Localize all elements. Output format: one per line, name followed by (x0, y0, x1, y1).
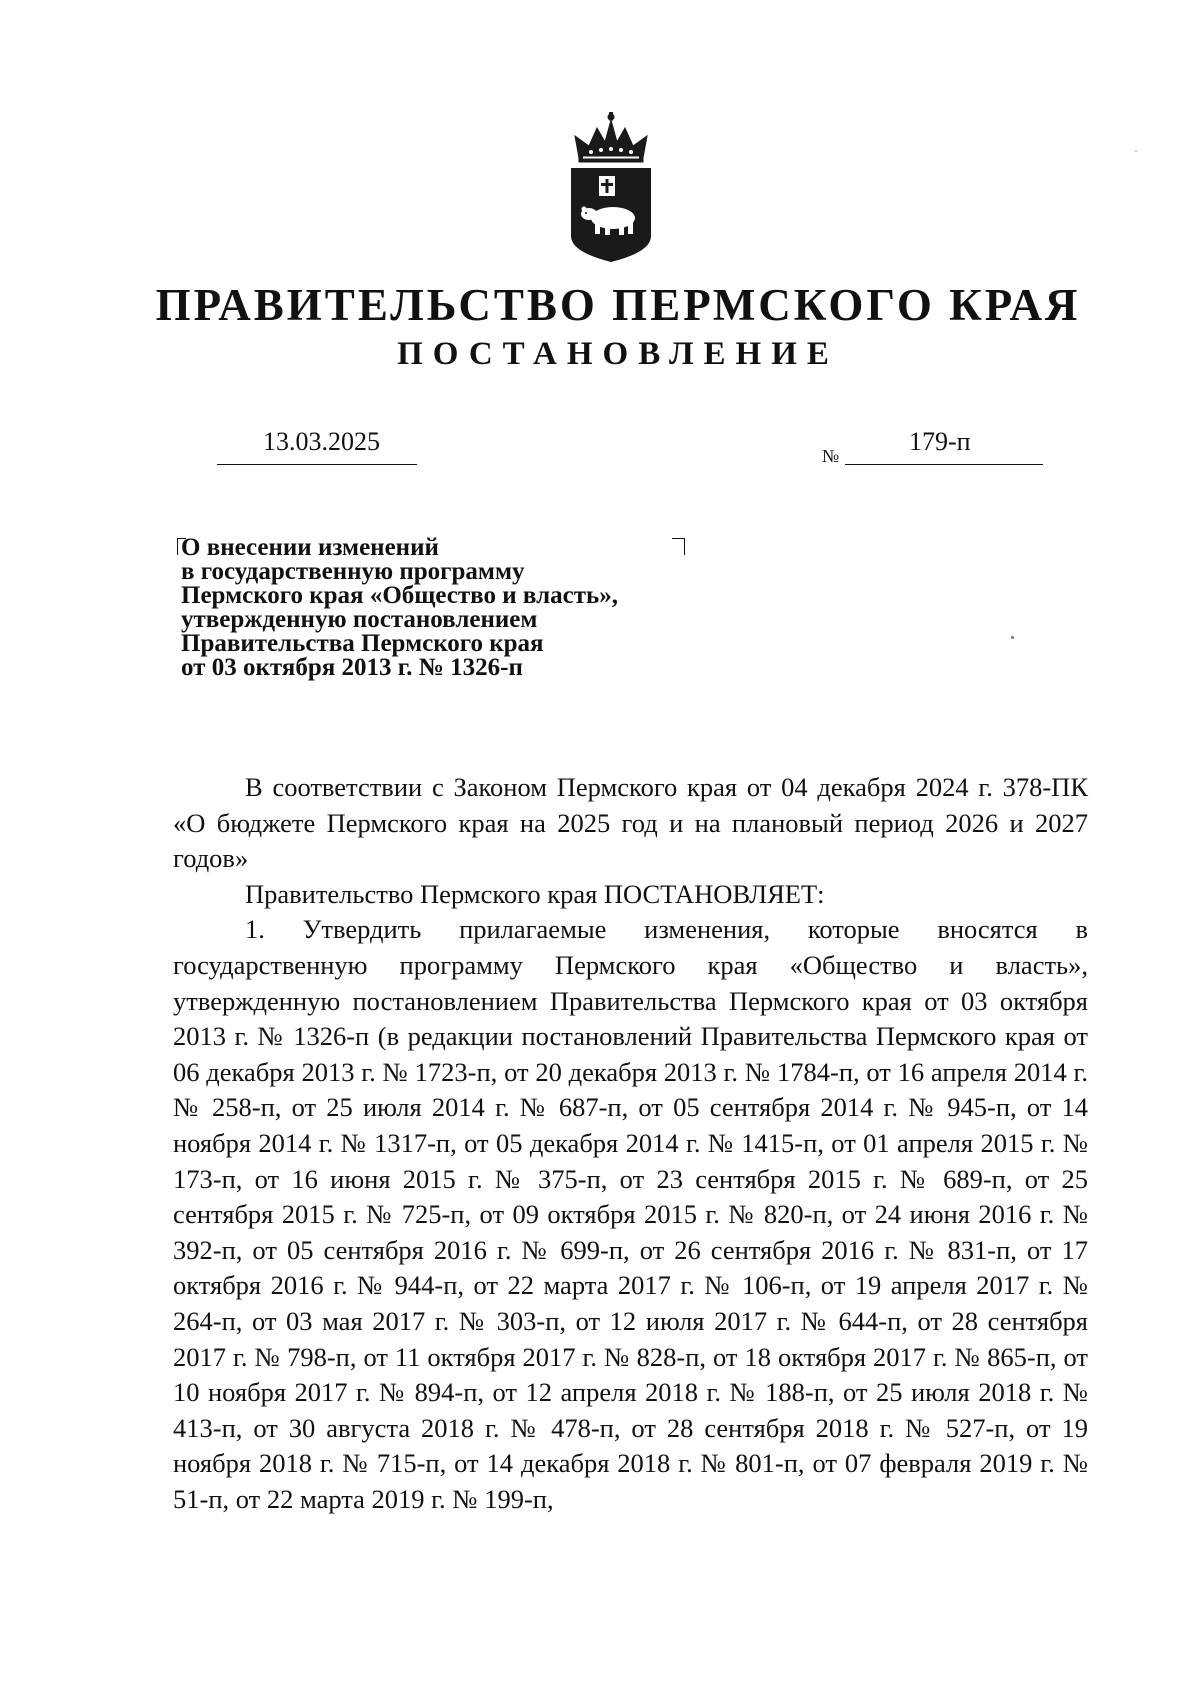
government-title: ПРАВИТЕЛЬСТВО ПЕРМСКОГО КРАЯ (155, 280, 1081, 330)
number-field (845, 424, 1043, 465)
document-date: 13.03.2025 (263, 427, 380, 456)
coat-of-arms-icon (561, 112, 661, 264)
subject-line: О внесении изменений (181, 534, 439, 561)
document-body (173, 770, 1088, 1517)
document-subject (181, 536, 701, 680)
subject-line: от 03 октября 2013 г. № 1326-п (181, 654, 523, 681)
body-paragraph-decree: Правительство Пермского края ПОСТАНОВЛЯЕТ: (245, 878, 825, 909)
date-field (217, 424, 417, 465)
subject-line: в государственную программу (181, 558, 525, 585)
subject-line: Пермского края «Общество и власть», (181, 582, 618, 609)
body-paragraph-preamble: В соответствии с Законом Пермского края от 04 декабря 2024 г. 378-ПК «О бюджете Пермского края на 2025 год и на плановый период 2026 и 2027 годов» (173, 772, 1088, 874)
subject-line: Правительства Пермского края (181, 630, 544, 657)
subject-line: утвержденную постановлением (181, 606, 538, 633)
body-paragraph-item-1: 1. Утвердить прилагаемые изменения, которые вносятся в государственную программу Пермского края «Общество и власть», утвержденную постановлением Правительства Пермского края от 03 октября 2013 г. № 1326-п (в редакции постановлений Правительства Пермского края от 06 декабря 2013 г. № 1723-п, от 20 декабря 2013 г. № 1784-п, от 16 апреля 2014 г. № 258-п, от 25 июля 2014 г. № 687-п, от 05 сентября 2014 г. № 945-п, от 14 ноября 2014 г. № 1317-п, от 05 декабря 2014 г. № 1415-п, от 01 апреля 2015 г. № 173-п, от 16 июня 2015 г. № 375-п, от 23 сентября 2015 г. № 689-п, от 25 сентября 2015 г. № 725-п, от 09 октября 2015 г. № 820-п, от 24 июня 2016 г. № 392-п, от 05 сентября 2016 г. № 699-п, от 26 сентября 2016 г. № 831-п, от 17 октября 2016 г. № 944-п, от 22 марта 2017 г. № 106-п, от 19 апреля 2017 г. № 264-п, от 03 мая 2017 г. № 303-п, от 12 июля 2017 г. № 644-п, от 28 сентября 2017 г. № 798-п, от 11 октября 2017 г. № 828-п, от 18 октября 2017 г. № 865-п, от 10 ноября 2017 г. № 894-п, от 12 апреля 2018 г. № 188-п, от 25 июля 2018 г. № 413-п, от 30 августа 2018 г. № 478-п, от 28 сентября 2018 г. № 527-п, от 19 ноября 2018 г. № 715-п, от 14 декабря 2018 г. № 801-п, от 07 февраля 2019 г. № 51-п, от 22 марта 2019 г. № 199-п, (173, 914, 1088, 1514)
document-number: 179-п (909, 427, 971, 456)
scan-speck (1135, 150, 1137, 152)
scan-speck (1011, 636, 1014, 639)
number-sign: № (822, 446, 840, 466)
document-type: ПОСТАНОВЛЕНИЕ (397, 336, 839, 372)
